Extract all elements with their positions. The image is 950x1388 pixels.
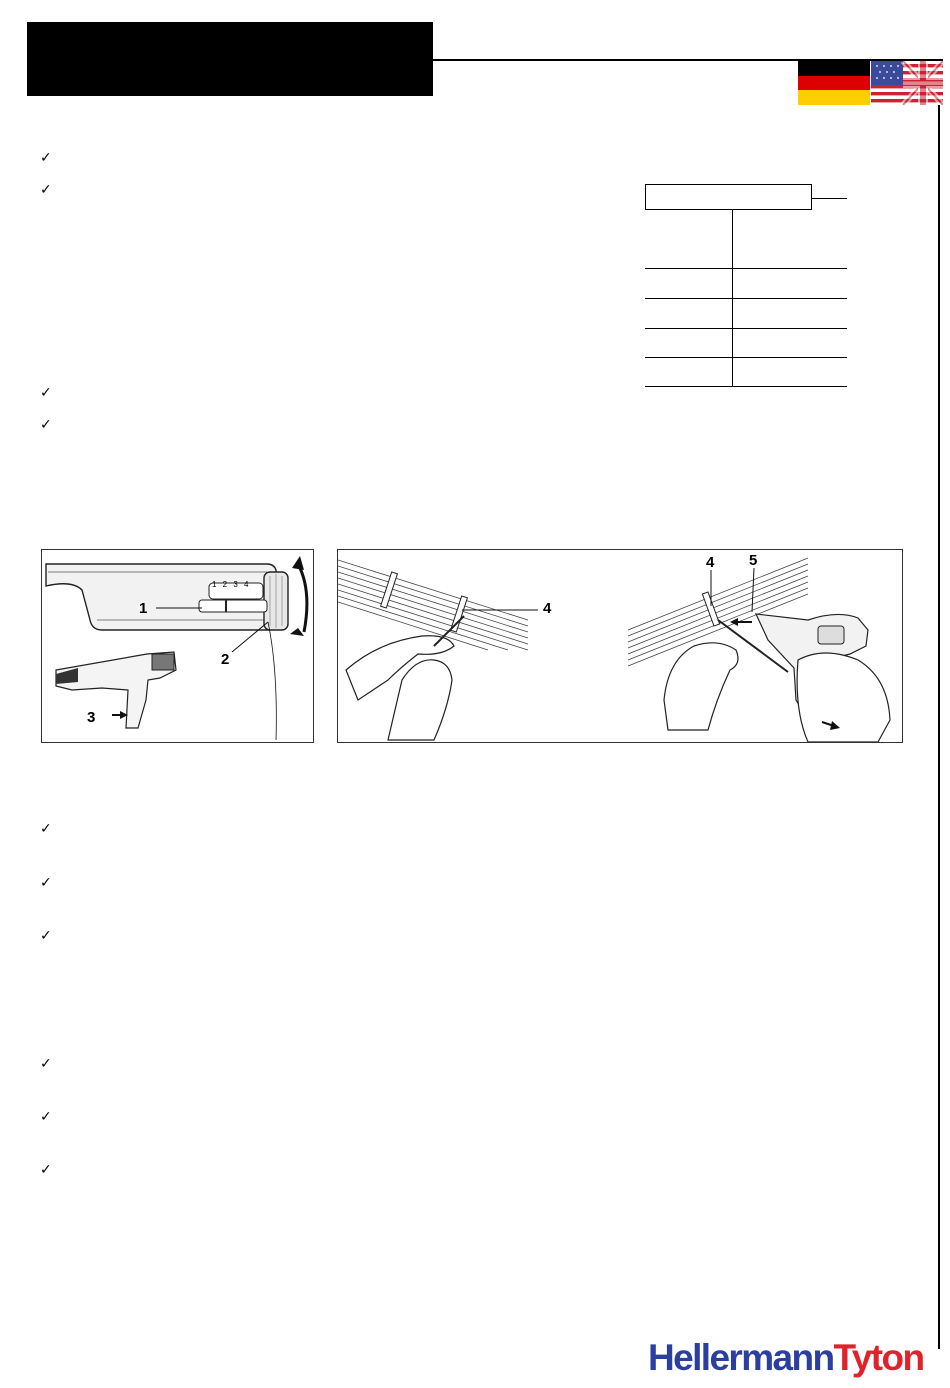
- callout-1: 1: [139, 600, 148, 617]
- checkmark-icon: ✓: [40, 150, 52, 166]
- checkmark-icon: ✓: [40, 1109, 52, 1125]
- checkmark-icon: ✓: [40, 875, 52, 891]
- tool-illustration: [42, 550, 313, 742]
- checkmark-icon: ✓: [40, 1162, 52, 1178]
- callout-2: 2: [221, 651, 230, 668]
- settings-table-row-line: [645, 328, 847, 329]
- figure-cable-tie-installation: [337, 549, 903, 743]
- checkmark-icon: ✓: [40, 821, 52, 837]
- header-title-bar: [27, 22, 433, 96]
- us-uk-flag-icon[interactable]: [871, 61, 943, 105]
- settings-table-header: [645, 184, 812, 210]
- figure-tool-tension-dial: [41, 549, 314, 743]
- callout-3: 3: [87, 709, 96, 726]
- german-flag-icon[interactable]: [798, 61, 870, 105]
- dial-scale: 1 2 3 4: [212, 580, 251, 589]
- checkmark-icon: ✓: [40, 1056, 52, 1072]
- settings-table-leader: [811, 198, 847, 199]
- installation-illustration: [338, 550, 902, 742]
- settings-table-row-line: [645, 357, 847, 358]
- checkmark-icon: ✓: [40, 417, 52, 433]
- logo-part-tyton: Tyton: [833, 1337, 924, 1378]
- settings-table-row-line: [645, 386, 847, 387]
- settings-table-row-line: [645, 298, 847, 299]
- logo-part-hellermann: Hellermann: [648, 1337, 834, 1378]
- settings-table-row-line: [645, 268, 847, 269]
- callout-4b: 4: [706, 554, 715, 571]
- hellermanntyton-logo: [648, 1336, 923, 1380]
- flag-group: [798, 61, 943, 105]
- callout-5: 5: [749, 552, 758, 569]
- language-flags: [798, 61, 943, 105]
- checkmark-icon: ✓: [40, 385, 52, 401]
- callout-4a: 4: [543, 600, 552, 617]
- page-right-rule: [938, 59, 940, 1349]
- checkmark-icon: ✓: [40, 928, 52, 944]
- checkmark-icon: ✓: [40, 182, 52, 198]
